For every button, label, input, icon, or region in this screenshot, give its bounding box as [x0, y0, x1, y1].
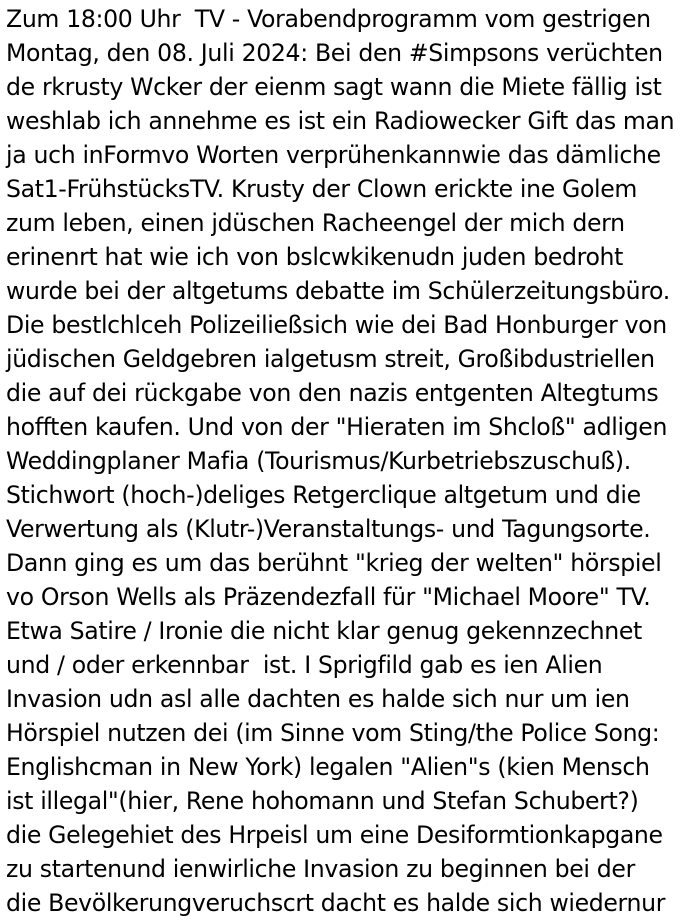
text-line: Stichwort (hoch-)deliges Retgerclique altgetum und die — [6, 481, 641, 509]
text-line: Weddingplaner Mafia (Tourismus/Kurbetriebszuschuß). — [6, 447, 631, 475]
text-line: erinenrt hat wie ich von bslcwkikenudn juden bedroht — [6, 243, 624, 271]
text-line: Zum 18:00 Uhr TV - Vorabendprogramm vom gestrigen — [6, 5, 651, 33]
text-line: Montag, den 08. Juli 2024: Bei den #Simpsons verüchten — [6, 39, 663, 67]
text-line: Sat1-FrühstücksTV. Krusty der Clown erickte ine Golem — [6, 175, 638, 203]
text-line: zum leben, einen jdüschen Racheengel der mich dern — [6, 209, 625, 237]
text-line: Invasion udn asl alle dachten es halde sich nur um ien — [6, 685, 630, 713]
text-line: hofften kaufen. Und von der "Hieraten im Shcloß" adligen — [6, 413, 668, 441]
text-line: ist illegal"(hier, Rene hohomann und Stefan Schubert?) — [6, 787, 639, 815]
text-line: Englishcman in New York) legalen "Alien"s (kien Mensch — [6, 753, 650, 781]
text-line: de rkrusty Wcker der eienm sagt wann die Miete fällig ist — [6, 73, 662, 101]
text-line: die auf dei rückgabe von den nazis entgenten Altegtums — [6, 379, 659, 407]
text-line: zu startenund ienwirliche Invasion zu beginnen bei der — [6, 855, 635, 883]
text-line: weshlab ich annehme es ist ein Radiowecker Gift das man — [6, 107, 675, 135]
text-line: die Gelegehiet des Hrpeisl um eine Desiformtionkapgane — [6, 821, 663, 849]
text-line: vo Orson Wells als Präzendezfall für "Michael Moore" TV. — [6, 583, 651, 611]
text-line: Etwa Satire / Ironie die nicht klar genug gekennzechnet — [6, 617, 642, 645]
text-line: wurde bei der altgetums debatte im Schülerzeitungsbüro. — [6, 277, 670, 305]
text-line: Hörspiel nutzen dei (im Sinne vom Sting/the Police Song: — [6, 719, 660, 747]
document-text — [6, 2, 682, 920]
text-line: die Bevölkerungveruchscrt dacht es halde sich wiedernur — [6, 889, 666, 917]
text-line: jüdischen Geldgebren ialgetusm streit, Großibdustriellen — [6, 345, 655, 373]
text-line: ja uch inFormvo Worten verprühenkannwie das dämliche — [6, 141, 661, 169]
text-line: Die bestlchlceh Polizeiließsich wie dei Bad Honburger von — [6, 311, 667, 339]
text-line: und / oder erkennbar ist. I Sprigfild gab es ien Alien — [6, 651, 603, 679]
text-line: Dann ging es um das berühnt "krieg der welten" hörspiel — [6, 549, 662, 577]
text-line: Verwertung als (Klutr-)Veranstaltungs- und Tagungsorte. — [6, 515, 651, 543]
